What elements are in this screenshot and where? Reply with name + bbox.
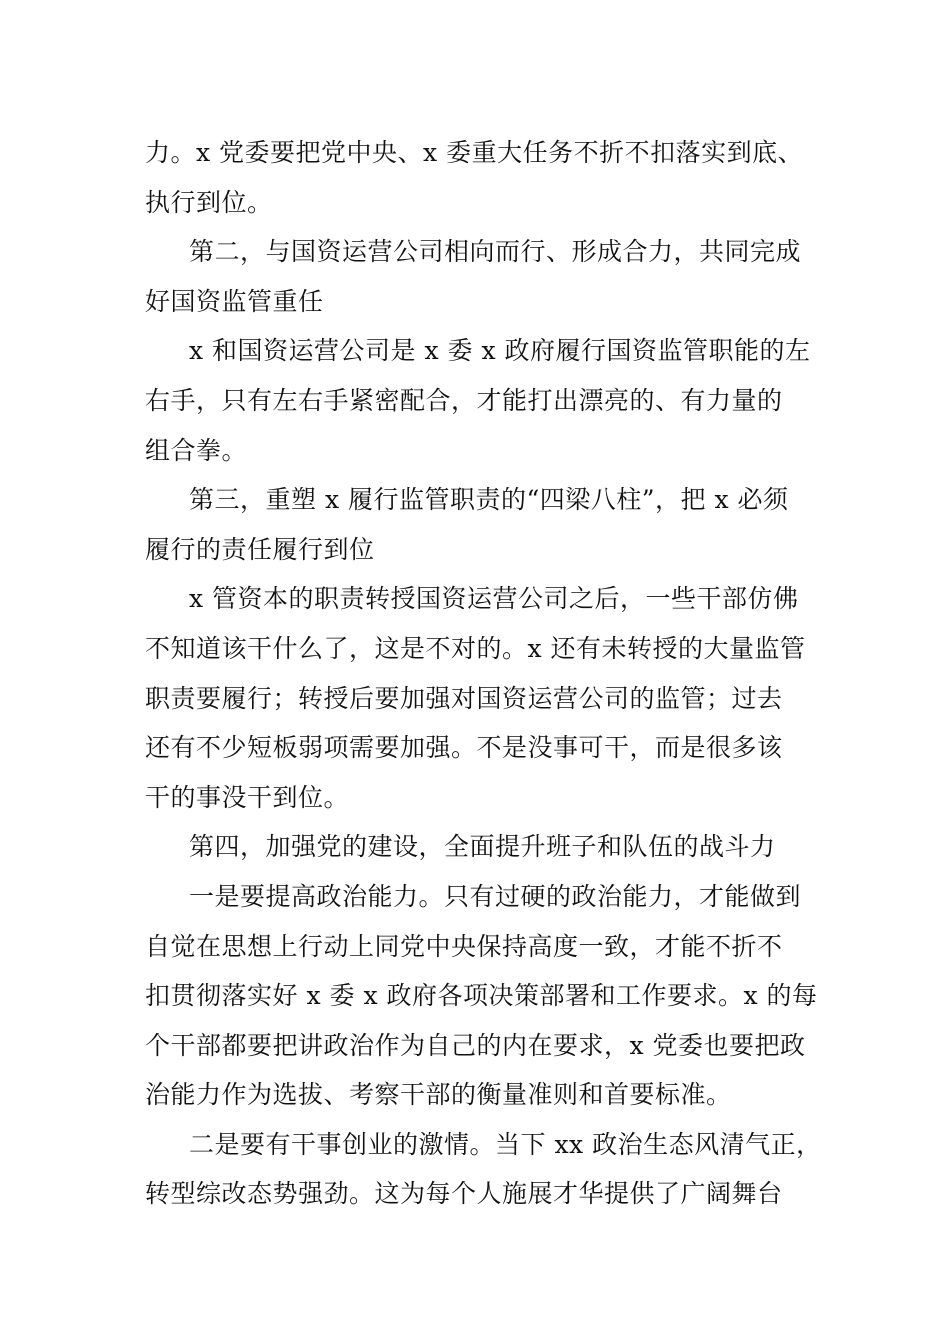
section-heading: 第二，与国资运营公司相向而行、形成合力，共同完成 bbox=[189, 237, 802, 267]
section-heading-continued: 好国资监管重任 bbox=[145, 286, 324, 316]
text-line: 职责要履行；转授后要加强对国资运营公司的监管；过去 bbox=[145, 683, 783, 713]
text-line: 还有不少短板弱项需要加强。不是没事可干，而是很多该 bbox=[145, 733, 783, 763]
section-heading-continued: 履行的责任履行到位 bbox=[145, 534, 375, 564]
text-line: x 管资本的职责转授国资运营公司之后，一些干部仿佛 bbox=[189, 584, 799, 614]
text-line: 个干部都要把讲政治作为自己的内在要求，x 党委也要把政 bbox=[145, 1030, 806, 1060]
text-line: 组合拳。 bbox=[145, 435, 248, 465]
text-line: 干的事没干到位。 bbox=[145, 782, 350, 812]
text-line: 转型综改态势强劲。这为每个人施展才华提供了广阔舞台 bbox=[145, 1179, 783, 1209]
text-line: 治能力作为选拔、考察干部的衡量准则和首要标准。 bbox=[145, 1080, 732, 1110]
section-heading: 第四，加强党的建设，全面提升班子和队伍的战斗力 bbox=[189, 832, 776, 862]
section-heading: 第三，重塑 x 履行监管职责的“四梁八柱”，把 x 必须 bbox=[189, 485, 789, 515]
document-body bbox=[145, 128, 825, 1219]
text-line: 力。x 党委要把党中央、x 委重大任务不折不扣落实到底、 bbox=[145, 138, 804, 167]
text-line: 自觉在思想上行动上同党中央保持高度一致，才能不折不 bbox=[145, 931, 783, 961]
text-line: 一是要提高政治能力。只有过硬的政治能力，才能做到 bbox=[189, 881, 802, 911]
text-line: 执行到位。 bbox=[145, 187, 273, 217]
text-line: 右手，只有左右手紧密配合，才能打出漂亮的、有力量的 bbox=[145, 385, 783, 415]
text-line: 不知道该干什么了，这是不对的。x 还有未转授的大量监管 bbox=[145, 633, 806, 663]
text-line: x 和国资运营公司是 x 委 x 政府履行国资监管职能的左 bbox=[189, 336, 811, 366]
text-line: 二是要有干事创业的激情。当下 xx 政治生态风清气正， bbox=[189, 1129, 822, 1159]
text-line: 扣贯彻落实好 x 委 x 政府各项决策部署和工作要求。x 的每 bbox=[145, 981, 818, 1011]
